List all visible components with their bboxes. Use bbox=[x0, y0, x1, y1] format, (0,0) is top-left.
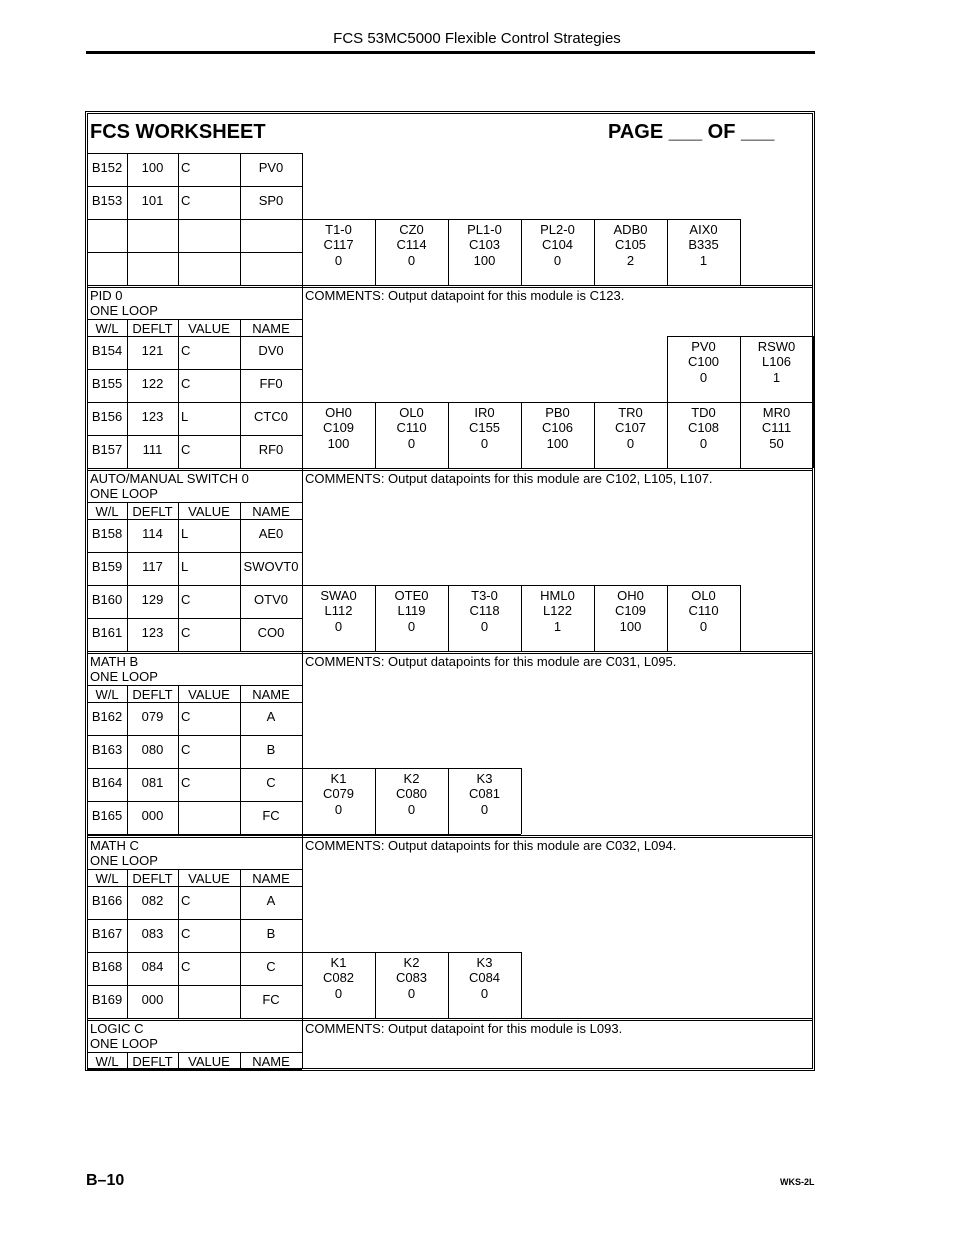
name-cell: CTC0 bbox=[254, 409, 288, 424]
deflt-cell: 123 bbox=[141, 625, 164, 640]
module-comment: COMMENTS: Output datapoints for this module are C031, L095. bbox=[305, 654, 677, 669]
wl-cell: B164 bbox=[91, 775, 123, 790]
value-cell: L bbox=[181, 409, 189, 424]
datapoint-name: K1 bbox=[330, 955, 347, 970]
table-rule bbox=[87, 369, 302, 370]
datapoint-value: 0 bbox=[334, 986, 343, 1001]
col-header-wl: W/L bbox=[95, 321, 119, 336]
datapoint-value: 100 bbox=[619, 619, 642, 634]
table-rule bbox=[87, 186, 302, 187]
datapoint-code: C110 bbox=[396, 420, 427, 435]
datapoint-value: 0 bbox=[407, 436, 416, 451]
deflt-cell: 000 bbox=[141, 992, 164, 1007]
datapoint-name: OL0 bbox=[399, 405, 424, 420]
datapoint-value: 0 bbox=[699, 619, 708, 634]
datapoint-value: 0 bbox=[334, 619, 343, 634]
section-rule bbox=[87, 1018, 813, 1019]
col-header-deflt: DEFLT bbox=[132, 321, 173, 336]
table-rule bbox=[87, 319, 302, 320]
deflt-cell: 079 bbox=[141, 709, 164, 724]
table-rule bbox=[87, 435, 302, 436]
wl-cell: B159 bbox=[91, 559, 123, 574]
datapoint-value: 0 bbox=[480, 436, 489, 451]
datapoint-name: T3-0 bbox=[471, 588, 498, 603]
datapoint-value: 0 bbox=[334, 802, 343, 817]
name-cell: FC bbox=[262, 808, 280, 823]
module-name: MATH B bbox=[90, 654, 139, 669]
module-comment: COMMENTS: Output datapoints for this module are C102, L105, L107. bbox=[305, 471, 713, 486]
col-header-wl: W/L bbox=[95, 871, 119, 886]
datapoint-name: MR0 bbox=[762, 405, 791, 420]
page-of-label: PAGE ___ OF ___ bbox=[608, 121, 775, 143]
module-name: LOGIC C bbox=[90, 1021, 144, 1036]
datapoint-value: 100 bbox=[473, 253, 496, 268]
datapoint-name: OH0 bbox=[617, 588, 644, 603]
header-rule bbox=[86, 51, 815, 54]
value-cell: L bbox=[181, 526, 189, 541]
col-header-name: NAME bbox=[252, 504, 290, 519]
datapoint-value: 0 bbox=[407, 802, 416, 817]
section-rule bbox=[87, 468, 813, 469]
datapoint-box-border bbox=[594, 219, 667, 220]
datapoint-code: C107 bbox=[614, 420, 647, 435]
deflt-cell: 083 bbox=[141, 926, 164, 941]
col-header-value: VALUE bbox=[188, 321, 230, 336]
datapoint-value: 1 bbox=[699, 253, 708, 268]
name-cell: SWOVT0 bbox=[243, 559, 299, 574]
datapoint-box-border bbox=[521, 402, 594, 403]
datapoint-box-border bbox=[448, 402, 521, 403]
datapoint-box-border bbox=[302, 402, 375, 403]
module-comment: COMMENTS: Output datapoint for this module is L093. bbox=[305, 1021, 623, 1036]
datapoint-value: 0 bbox=[699, 370, 708, 385]
table-rule bbox=[87, 153, 302, 154]
wl-cell: B155 bbox=[91, 376, 123, 391]
datapoint-box-border bbox=[667, 219, 740, 220]
table-rule bbox=[87, 1069, 302, 1070]
datapoint-box-border bbox=[521, 219, 594, 220]
table-rule bbox=[87, 502, 302, 503]
datapoint-box-border bbox=[521, 952, 522, 1018]
datapoint-code: C081 bbox=[468, 786, 501, 801]
datapoint-box-border bbox=[740, 219, 741, 285]
datapoint-name: K3 bbox=[476, 771, 493, 786]
col-header-deflt: DEFLT bbox=[132, 871, 173, 886]
wl-cell: B154 bbox=[91, 343, 123, 358]
wl-cell: B161 bbox=[91, 625, 123, 640]
value-cell: C bbox=[181, 376, 191, 391]
table-rule bbox=[178, 502, 179, 651]
datapoint-code: C117 bbox=[323, 237, 354, 252]
module-loop: ONE LOOP bbox=[90, 486, 158, 501]
datapoint-value: 100 bbox=[546, 436, 569, 451]
value-cell: L bbox=[181, 559, 189, 574]
datapoint-box-border bbox=[594, 402, 667, 403]
name-cell: RF0 bbox=[258, 442, 284, 457]
datapoint-code: C109 bbox=[614, 603, 647, 618]
datapoint-name: K1 bbox=[330, 771, 347, 786]
table-rule bbox=[178, 319, 179, 468]
deflt-cell: 000 bbox=[141, 808, 164, 823]
datapoint-name: OL0 bbox=[691, 588, 716, 603]
name-cell: A bbox=[266, 893, 276, 908]
datapoint-box-border bbox=[813, 336, 814, 402]
datapoint-name: K2 bbox=[403, 771, 420, 786]
module-name: PID 0 bbox=[90, 288, 123, 303]
table-rule bbox=[87, 702, 302, 703]
datapoint-box-border bbox=[740, 585, 741, 651]
name-cell: AE0 bbox=[258, 526, 284, 541]
name-cell: C bbox=[266, 959, 276, 974]
datapoint-box-border bbox=[375, 952, 448, 953]
name-cell: C bbox=[266, 775, 276, 790]
datapoint-code: C111 bbox=[761, 420, 792, 435]
module-name: AUTO/MANUAL SWITCH 0 bbox=[90, 471, 249, 486]
name-cell: FF0 bbox=[259, 376, 283, 391]
value-cell: C bbox=[181, 926, 191, 941]
datapoint-code: C079 bbox=[322, 786, 355, 801]
datapoint-value: 50 bbox=[769, 436, 784, 451]
wl-cell: B152 bbox=[91, 160, 123, 175]
datapoint-code: C106 bbox=[541, 420, 574, 435]
value-cell: C bbox=[181, 625, 191, 640]
col-header-name: NAME bbox=[252, 687, 290, 702]
table-rule bbox=[302, 1018, 303, 1069]
module-loop: ONE LOOP bbox=[90, 669, 158, 684]
datapoint-box-border bbox=[740, 336, 813, 337]
datapoint-box-border bbox=[448, 585, 521, 586]
col-header-name: NAME bbox=[252, 321, 290, 336]
datapoint-box-border bbox=[667, 585, 740, 586]
datapoint-code: C100 bbox=[687, 354, 720, 369]
table-rule bbox=[87, 219, 302, 220]
deflt-cell: 081 bbox=[141, 775, 164, 790]
deflt-cell: 082 bbox=[141, 893, 164, 908]
datapoint-code: L119 bbox=[397, 603, 426, 618]
module-comment: COMMENTS: Output datapoints for this module are C032, L094. bbox=[305, 838, 677, 853]
col-header-value: VALUE bbox=[188, 1054, 230, 1069]
col-header-deflt: DEFLT bbox=[132, 687, 173, 702]
datapoint-name: AIX0 bbox=[689, 222, 718, 237]
datapoint-name: T1-0 bbox=[325, 222, 352, 237]
name-cell: B bbox=[266, 926, 276, 941]
datapoint-code: C105 bbox=[614, 237, 647, 252]
value-cell: C bbox=[181, 893, 191, 908]
datapoint-box-border bbox=[302, 952, 375, 953]
datapoint-value: 0 bbox=[480, 986, 489, 1001]
datapoint-code: C084 bbox=[468, 970, 501, 985]
table-rule bbox=[87, 519, 302, 520]
datapoint-code: C155 bbox=[468, 420, 501, 435]
module-comment: COMMENTS: Output datapoint for this module is C123. bbox=[305, 288, 625, 303]
datapoint-value: 0 bbox=[626, 436, 635, 451]
name-cell: OTV0 bbox=[254, 592, 288, 607]
col-header-value: VALUE bbox=[188, 871, 230, 886]
deflt-cell: 121 bbox=[141, 343, 164, 358]
col-header-name: NAME bbox=[252, 871, 290, 886]
datapoint-name: CZ0 bbox=[399, 222, 424, 237]
name-cell: DV0 bbox=[258, 343, 284, 358]
datapoint-name: PL2-0 bbox=[540, 222, 575, 237]
page-number: B–10 bbox=[86, 1172, 125, 1189]
datapoint-name: HML0 bbox=[540, 588, 575, 603]
datapoint-name: ADB0 bbox=[613, 222, 648, 237]
datapoint-code: C118 bbox=[469, 603, 500, 618]
datapoint-box-border bbox=[594, 585, 667, 586]
datapoint-box-border bbox=[375, 768, 448, 769]
table-rule bbox=[87, 552, 302, 553]
value-cell: C bbox=[181, 775, 191, 790]
module-loop: ONE LOOP bbox=[90, 1036, 158, 1051]
datapoint-box-border bbox=[375, 585, 448, 586]
table-rule bbox=[87, 1052, 302, 1053]
datapoint-box-border bbox=[448, 219, 521, 220]
section-rule bbox=[87, 651, 813, 652]
value-cell: C bbox=[181, 742, 191, 757]
col-header-name: NAME bbox=[252, 1054, 290, 1069]
datapoint-value: 0 bbox=[407, 253, 416, 268]
wl-cell: B156 bbox=[91, 409, 123, 424]
wl-cell: B157 bbox=[91, 442, 123, 457]
value-cell: C bbox=[181, 442, 191, 457]
value-cell: C bbox=[181, 160, 191, 175]
datapoint-code: C110 bbox=[688, 603, 719, 618]
datapoint-value: 0 bbox=[553, 253, 562, 268]
datapoint-name: TD0 bbox=[691, 405, 716, 420]
col-header-value: VALUE bbox=[188, 687, 230, 702]
datapoint-box-border bbox=[521, 585, 594, 586]
wl-cell: B160 bbox=[91, 592, 123, 607]
value-cell: C bbox=[181, 709, 191, 724]
col-header-value: VALUE bbox=[188, 504, 230, 519]
section-rule bbox=[87, 285, 813, 286]
datapoint-name: K2 bbox=[403, 955, 420, 970]
deflt-cell: 129 bbox=[141, 592, 164, 607]
datapoint-value: 1 bbox=[772, 370, 781, 385]
table-rule bbox=[87, 252, 302, 253]
datapoint-code: L122 bbox=[543, 603, 572, 618]
datapoint-box-border bbox=[302, 768, 375, 769]
table-rule bbox=[87, 402, 302, 403]
name-cell: PV0 bbox=[258, 160, 284, 175]
datapoint-name: PV0 bbox=[691, 339, 716, 354]
datapoint-code: L112 bbox=[324, 603, 353, 618]
datapoint-box-border bbox=[448, 952, 521, 953]
wl-cell: B153 bbox=[91, 193, 123, 208]
datapoint-value: 0 bbox=[334, 253, 343, 268]
name-cell: A bbox=[266, 709, 276, 724]
datapoint-name: IR0 bbox=[474, 405, 495, 420]
datapoint-code: C082 bbox=[322, 970, 355, 985]
deflt-cell: 100 bbox=[141, 160, 164, 175]
col-header-wl: W/L bbox=[95, 504, 119, 519]
col-header-wl: W/L bbox=[95, 1054, 119, 1069]
deflt-cell: 123 bbox=[141, 409, 164, 424]
table-rule bbox=[178, 685, 179, 834]
table-rule bbox=[87, 618, 302, 619]
wl-cell: B166 bbox=[91, 893, 123, 908]
datapoint-value: 1 bbox=[553, 619, 562, 634]
datapoint-value: 2 bbox=[626, 253, 635, 268]
section-rule bbox=[87, 835, 813, 836]
datapoint-box-border bbox=[740, 402, 813, 403]
table-rule bbox=[87, 768, 302, 769]
datapoint-box-border bbox=[448, 768, 521, 769]
table-rule bbox=[87, 952, 302, 953]
table-rule bbox=[87, 801, 302, 802]
datapoint-value: 100 bbox=[327, 436, 350, 451]
deflt-cell: 080 bbox=[141, 742, 164, 757]
datapoint-box-border bbox=[667, 336, 740, 337]
datapoint-box-border bbox=[521, 768, 522, 834]
wl-cell: B165 bbox=[91, 808, 123, 823]
wl-cell: B167 bbox=[91, 926, 123, 941]
datapoint-box-border bbox=[813, 402, 814, 468]
deflt-cell: 122 bbox=[141, 376, 164, 391]
datapoint-code: L106 bbox=[762, 354, 791, 369]
table-rule bbox=[87, 886, 302, 887]
datapoint-name: OH0 bbox=[325, 405, 352, 420]
datapoint-name: RSW0 bbox=[757, 339, 796, 354]
module-name: MATH C bbox=[90, 838, 139, 853]
datapoint-value: 0 bbox=[407, 986, 416, 1001]
module-loop: ONE LOOP bbox=[90, 853, 158, 868]
name-cell: FC bbox=[262, 992, 280, 1007]
table-rule bbox=[87, 336, 302, 337]
table-rule bbox=[87, 869, 302, 870]
datapoint-value: 0 bbox=[699, 436, 708, 451]
wl-cell: B163 bbox=[91, 742, 123, 757]
datapoint-code: C083 bbox=[395, 970, 428, 985]
name-cell: CO0 bbox=[257, 625, 285, 640]
datapoint-code: C114 bbox=[396, 237, 427, 252]
datapoint-code: C103 bbox=[468, 237, 501, 252]
table-rule bbox=[87, 919, 302, 920]
datapoint-value: 0 bbox=[480, 619, 489, 634]
table-rule bbox=[87, 735, 302, 736]
value-cell: C bbox=[181, 343, 191, 358]
datapoint-box-border bbox=[375, 402, 448, 403]
datapoint-code: C104 bbox=[541, 237, 574, 252]
datapoint-value: 0 bbox=[480, 802, 489, 817]
datapoint-box-border bbox=[302, 585, 375, 586]
wl-cell: B168 bbox=[91, 959, 123, 974]
value-cell: C bbox=[181, 592, 191, 607]
name-cell: B bbox=[266, 742, 276, 757]
datapoint-name: PB0 bbox=[545, 405, 570, 420]
table-rule bbox=[87, 685, 302, 686]
worksheet-title: FCS WORKSHEET bbox=[90, 121, 266, 143]
name-cell: SP0 bbox=[258, 193, 284, 208]
datapoint-code: C108 bbox=[687, 420, 720, 435]
value-cell: C bbox=[181, 193, 191, 208]
datapoint-name: TR0 bbox=[618, 405, 643, 420]
datapoint-name: SWA0 bbox=[320, 588, 357, 603]
datapoint-code: C109 bbox=[322, 420, 355, 435]
datapoint-box-border bbox=[667, 402, 740, 403]
table-rule bbox=[87, 585, 302, 586]
datapoint-code: B335 bbox=[688, 237, 719, 252]
datapoint-name: PL1-0 bbox=[467, 222, 502, 237]
deflt-cell: 117 bbox=[142, 559, 163, 574]
col-header-deflt: DEFLT bbox=[132, 504, 173, 519]
datapoint-name: OTE0 bbox=[394, 588, 429, 603]
wl-cell: B162 bbox=[91, 709, 123, 724]
deflt-cell: 101 bbox=[141, 193, 164, 208]
col-header-deflt: DEFLT bbox=[132, 1054, 173, 1069]
table-rule bbox=[87, 985, 302, 986]
deflt-cell: 114 bbox=[142, 526, 163, 541]
datapoint-box-border bbox=[375, 219, 448, 220]
wl-cell: B158 bbox=[91, 526, 123, 541]
datapoint-value: 0 bbox=[407, 619, 416, 634]
deflt-cell: 111 bbox=[142, 442, 163, 457]
deflt-cell: 084 bbox=[141, 959, 164, 974]
table-rule bbox=[178, 869, 179, 1018]
datapoint-name: K3 bbox=[476, 955, 493, 970]
module-loop: ONE LOOP bbox=[90, 303, 158, 318]
table-rule bbox=[178, 153, 179, 285]
wl-cell: B169 bbox=[91, 992, 123, 1007]
value-cell: C bbox=[181, 959, 191, 974]
running-header: FCS 53MC5000 Flexible Control Strategies bbox=[333, 30, 621, 47]
document-code: WKS-2L bbox=[780, 1177, 815, 1187]
datapoint-box-border bbox=[302, 219, 375, 220]
datapoint-code: C080 bbox=[395, 786, 428, 801]
col-header-wl: W/L bbox=[95, 687, 119, 702]
